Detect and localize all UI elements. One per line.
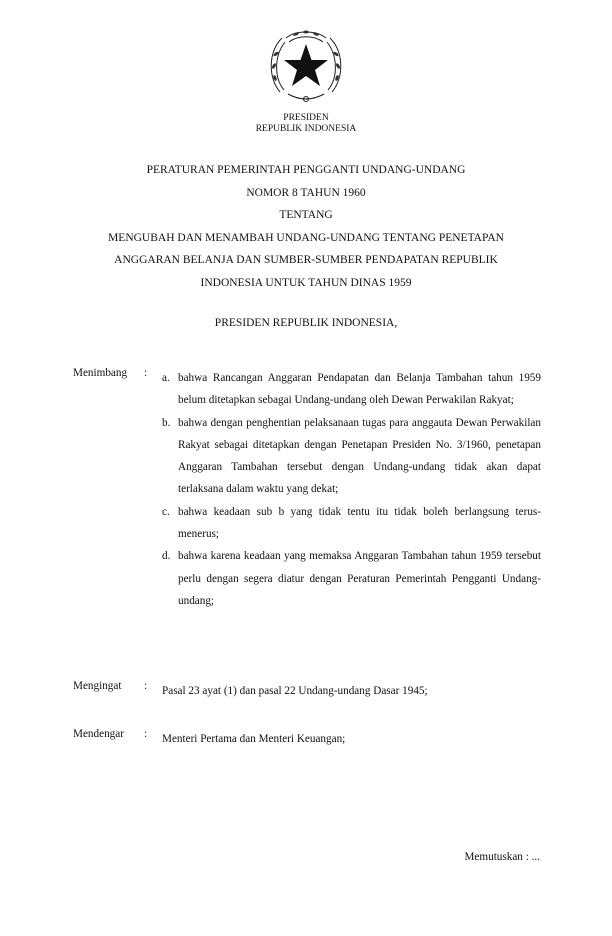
document-title (0, 159, 612, 294)
title-line: NOMOR 8 TAHUN 1960 (246, 186, 366, 199)
title-line: MENGUBAH DAN MENAMBAH UNDANG-UNDANG TENTANG PENETAPAN (108, 231, 504, 244)
colon: : (144, 728, 148, 740)
presidential-emblem-icon (266, 26, 346, 108)
title-line: TENTANG (279, 209, 333, 221)
section-label: Mendengar (73, 728, 124, 740)
item-letter: c. (162, 505, 170, 518)
item-text: bahwa karena keadaan yang memaksa Anggaran Tambahan tahun 1959 tersebut perlu dengan segera diatur dengan Peraturan Pemerintah Pengganti Undang-undang; (178, 550, 541, 607)
president-line: PRESIDEN REPUBLIK INDONESIA, (214, 317, 398, 329)
section-label: Mengingat (73, 680, 122, 692)
list-item (162, 545, 541, 612)
item-text: bahwa dengan penghentian pelaksanaan tugas para anggauta Dewan Perwakilan Rakyat sebagai ditetapkan dengan Penetapan Presiden No. 3/1960, penetapan Anggaran Tambahan tersebut dengan Undang-undang tidak akan dapat terlaksana dalam waktu yang dekat; (178, 416, 541, 496)
continuation-note: Memutuskan : ... (464, 851, 540, 863)
item-text: bahwa keadaan sub b yang tidak tentu itu tidak boleh berlangsung terus-menerus; (178, 505, 541, 541)
title-line: PERATURAN PEMERINTAH PENGGANTI UNDANG-UNDANG (146, 164, 466, 176)
caption-line: PRESIDEN (283, 113, 329, 123)
colon: : (144, 367, 148, 379)
item-letter: b. (162, 416, 171, 429)
section-text: Pasal 23 ayat (1) dan pasal 22 Undang-undang Dasar 1945; (162, 685, 428, 697)
list-item (162, 501, 541, 546)
caption-line: REPUBLIK INDONESIA (255, 124, 357, 134)
section-label: Menimbang (73, 367, 128, 379)
item-letter: a. (162, 372, 170, 384)
item-text: bahwa Rancangan Anggaran Pendapatan dan Belanja Tambahan tahun 1959 belum ditetapkan sebagai Undang-undang oleh Dewan Perwakilan Rakyat; (178, 372, 541, 407)
title-line: INDONESIA UNTUK TAHUN DINAS 1959 (200, 276, 412, 289)
emblem-caption (0, 113, 612, 135)
item-letter: d. (162, 550, 171, 563)
title-line: ANGGARAN BELANJA DAN SUMBER-SUMBER PENDAPATAN REPUBLIK (114, 254, 498, 266)
list-item (162, 367, 541, 412)
list-item (162, 412, 541, 501)
section-text: Menteri Pertama dan Menteri Keuangan; (162, 733, 346, 745)
colon: : (144, 680, 148, 692)
